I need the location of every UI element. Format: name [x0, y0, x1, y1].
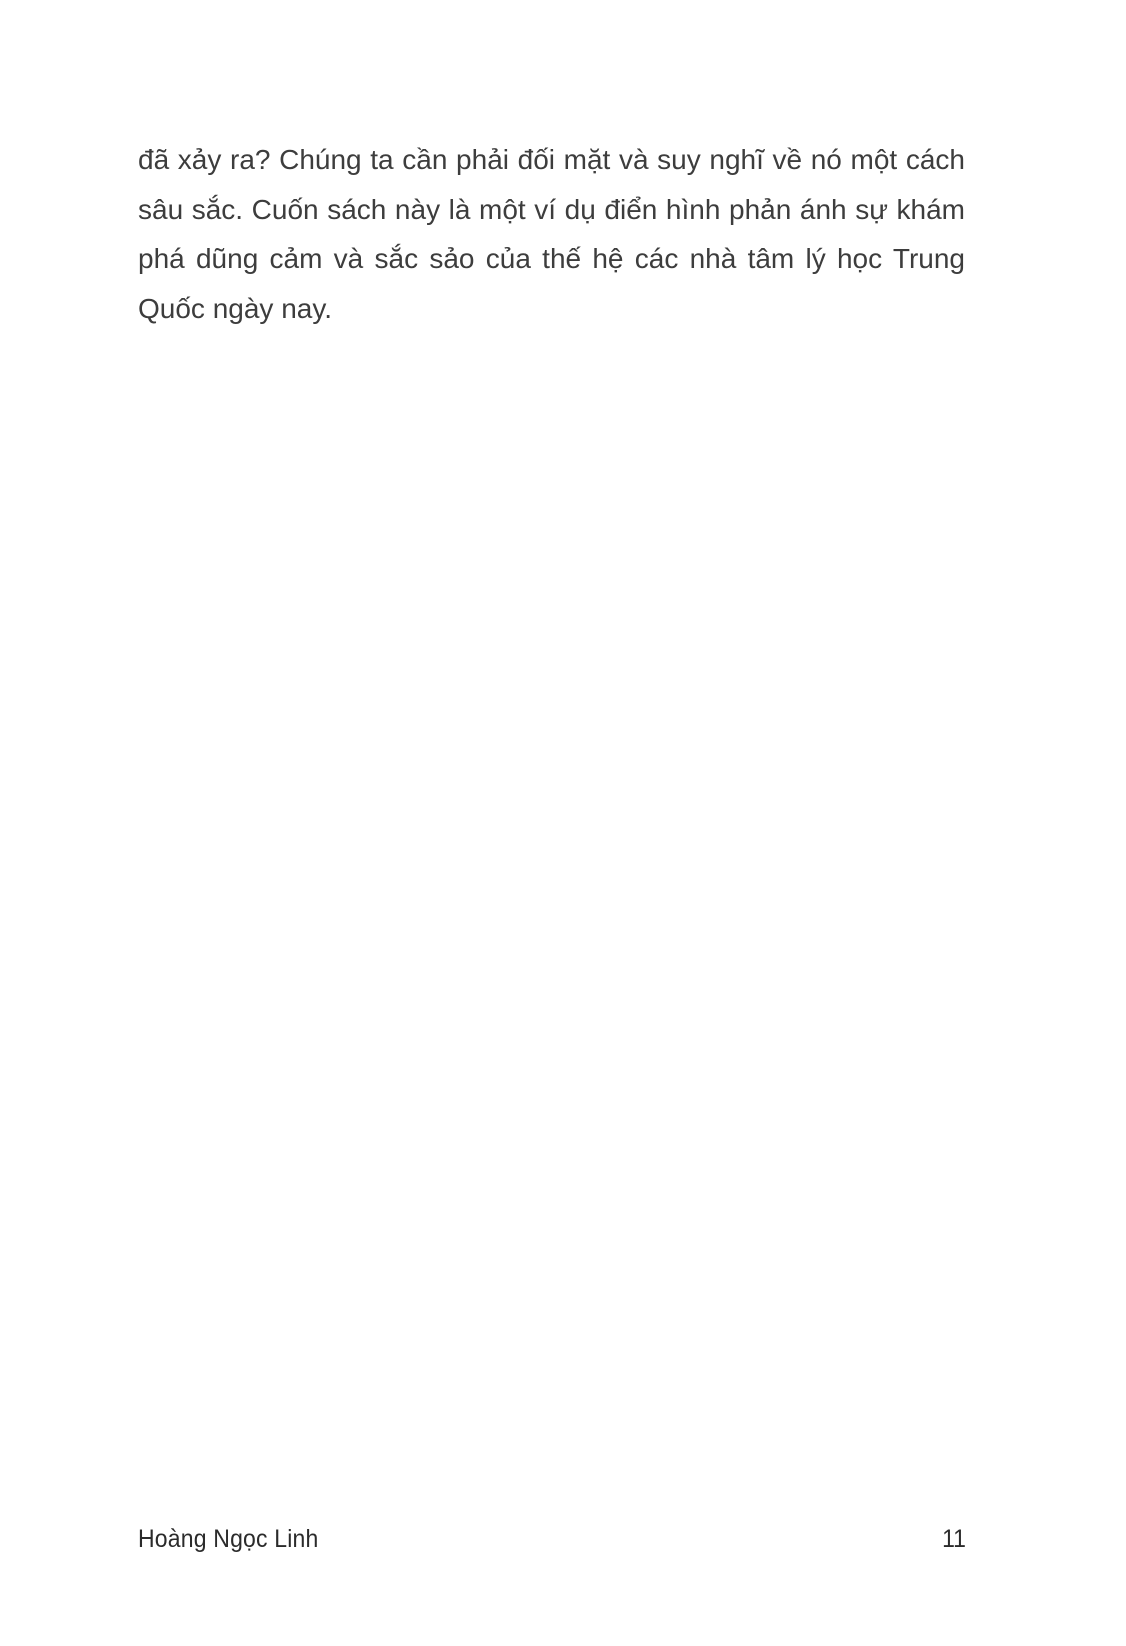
paragraph-line-3: phá dũng cảm và sắc sảo của thế hệ các nhà tâm lý học Trung [138, 243, 965, 274]
paragraph [138, 135, 965, 333]
footer-author: Hoàng Ngọc Linh [138, 1525, 319, 1553]
page-footer [138, 1527, 966, 1552]
paragraph-line-4: Quốc ngày nay. [138, 292, 333, 324]
paragraph-line-1: đã xảy ra? Chúng ta cần phải đối mặt và suy nghĩ về nó một cách [138, 144, 965, 175]
paragraph-line-2: sâu sắc. Cuốn sách này là một ví dụ điển hình phản ánh sự khám [138, 193, 965, 225]
footer-page-number: 11 [942, 1525, 966, 1553]
